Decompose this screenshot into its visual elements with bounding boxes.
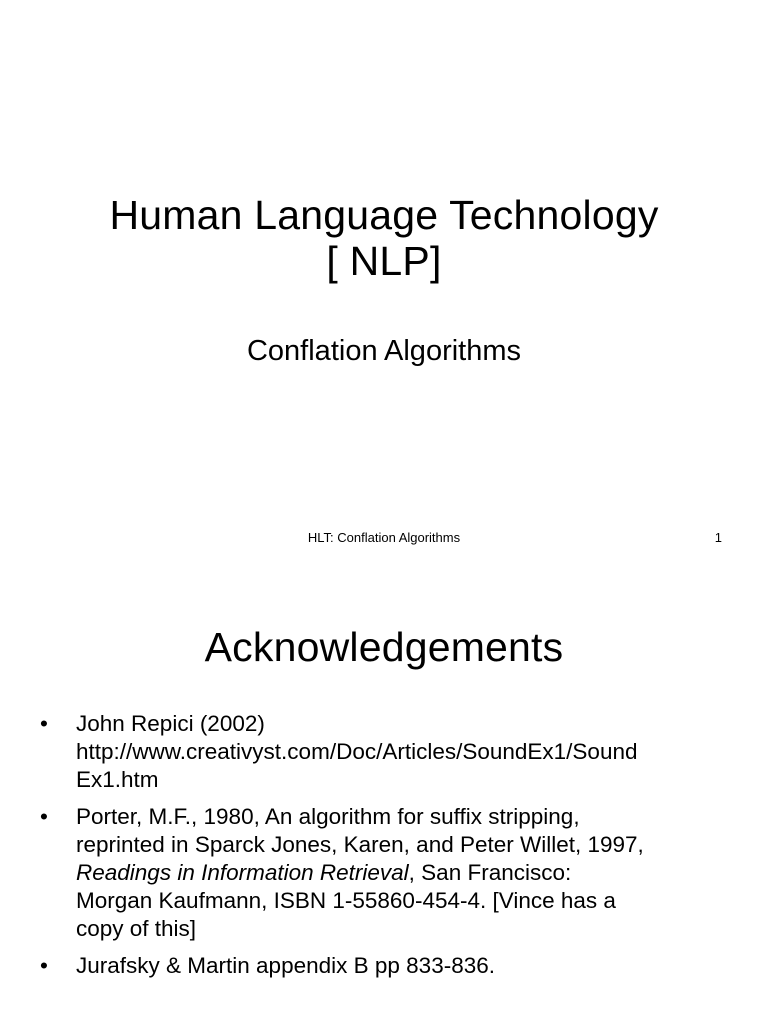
bullet-link-line: http://www.creativyst.com/Doc/Articles/SoundEx1/Sound xyxy=(76,739,638,764)
title-line-1: Human Language Technology xyxy=(109,192,659,238)
slide-title-heading xyxy=(0,192,768,284)
list-item xyxy=(40,803,730,943)
list-item xyxy=(40,710,730,794)
bullet-text-line: Jurafsky & Martin appendix B pp 833-836. xyxy=(76,953,495,978)
slide-subtitle: Conflation Algorithms xyxy=(246,335,522,367)
bullet-text-line: Porter, M.F., 1980, An algorithm for suffix stripping, xyxy=(76,804,580,829)
page-number: 1 xyxy=(714,530,722,545)
bullet-link-line: Ex1.htm xyxy=(76,767,159,792)
acknowledgements-heading: Acknowledgements xyxy=(204,624,564,670)
bullet-icon: • xyxy=(40,711,48,736)
list-item xyxy=(40,952,730,980)
bullet-text-line: John Repici (2002) xyxy=(76,711,265,736)
slide-acknowledgements xyxy=(0,556,768,1024)
bullet-text-fragment: , San Francisco: xyxy=(408,860,572,885)
acknowledgements-list xyxy=(40,710,730,989)
bullet-text-line xyxy=(76,859,730,887)
bullet-text-line: Morgan Kaufmann, ISBN 1-55860-454-4. [Vince has a xyxy=(76,888,616,913)
bullet-icon: • xyxy=(40,953,48,978)
title-line-2: [ NLP] xyxy=(326,238,442,284)
footer-text: HLT: Conflation Algorithms xyxy=(307,530,461,545)
book-title: Readings in Information Retrieval xyxy=(76,860,409,885)
bullet-text-line: reprinted in Sparck Jones, Karen, and Peter Willet, 1997, xyxy=(76,832,644,857)
bullet-icon: • xyxy=(40,804,48,829)
bullet-text-line: copy of this] xyxy=(76,916,197,941)
